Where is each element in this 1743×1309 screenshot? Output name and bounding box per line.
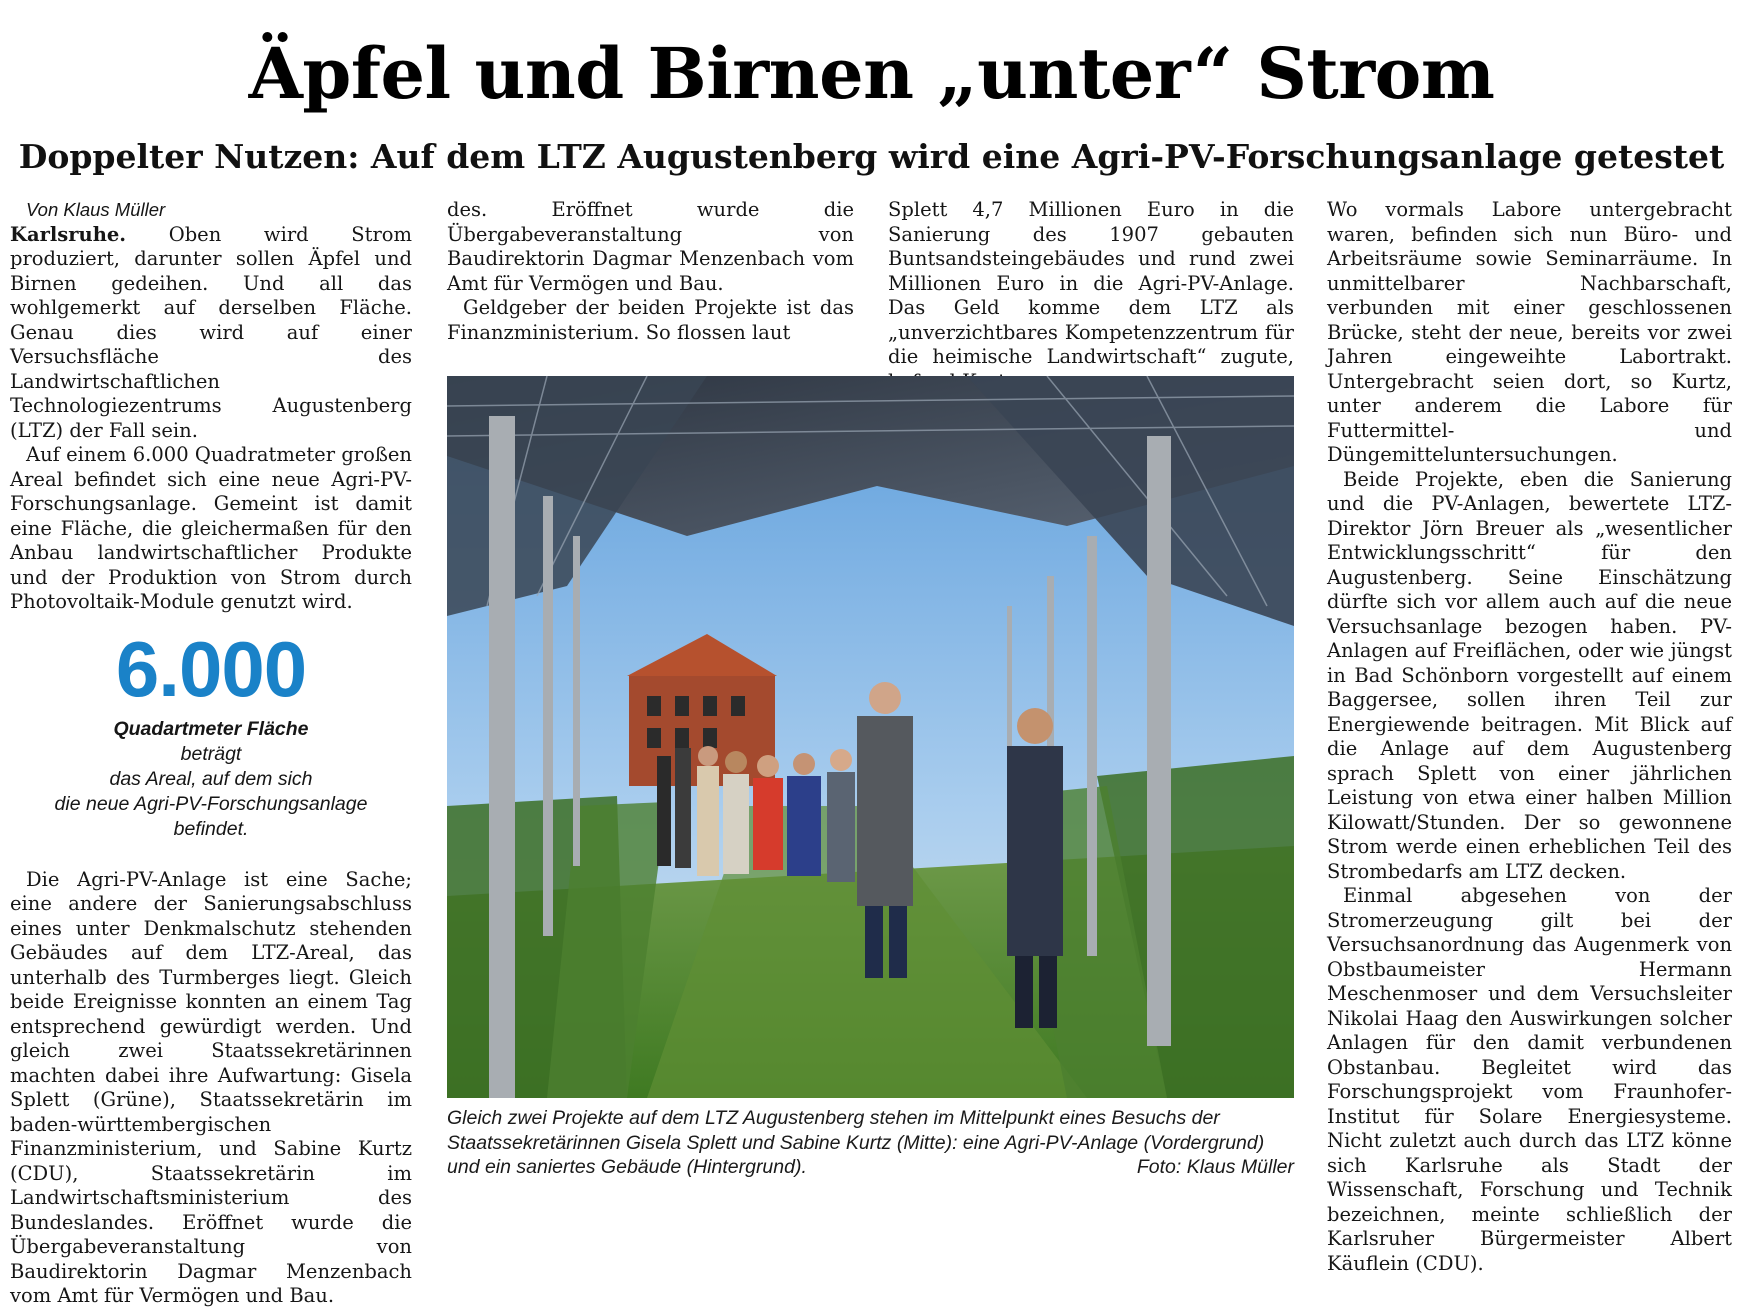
article-photo bbox=[447, 376, 1294, 1098]
paragraph-4-continued: Wo vormals Labore untergebracht waren, befinden sich nun Büro- und Arbeitsräume sowie Seminarräume. In unmittelbarer Nachbarschaft, verbunden mit einer geschlossenen Brücke, steht der neue, bereits vor zwei Jahren eingeweihte Labortrakt. Untergebracht seien dort, so Kurtz, unter anderem die Labore für Futtermittel- und Düngemitteluntersuchungen. bbox=[1327, 198, 1732, 466]
paragraph-6: Einmal abgesehen von der Stromerzeugung gilt bei der Versuchsanordnung das Augenmerk von Obstbaumeister Hermann Meschenmoser und dem Versuchsleiter Nikolai Haag den Auswirkungen solcher Anlagen für den damit verbundenen Obstanbau. Begleitet wird das Forschungsprojekt vom Fraunhofer-Institut für Solare Energiesysteme. Nicht zuletzt auch durch das LTZ könne sich Karlsruhe als Stadt der Wissenschaft, Forschung und Technik bezeichnen, meinte schließlich der Karlsruher Bürgermeister Albert Käuflein (CDU). bbox=[1327, 884, 1732, 1275]
photo-caption bbox=[447, 1106, 1294, 1180]
agri-pv-photo-illustration bbox=[447, 376, 1294, 1098]
article-column-3 bbox=[888, 198, 1294, 394]
paragraph-4-continued: Splett 4,7 Millionen Euro in die Sanierung des 1907 gebauten Buntsandsteingebäudes und rund zwei Millionen Euro in die Agri-PV-Anlage. Das Geld komme dem LTZ als „unverzichtbares Kompetenzzentrum für die heimische Landwirtschaft“ zugute, bbox=[888, 198, 1294, 368]
paragraph-3: Die Agri-PV-Anlage ist eine Sache; eine andere der Sanierungsabschluss eines unter Denkmalschutz stehenden Gebäudes auf dem LTZ-Areal, das unterhalb des Turmberges liegt. Gleich beide Ereignisse konnten an einem Tag entsprechend gewürdigt werden. Und gleich zwei Staatssekretärinnen machten dabei ihre Aufwartung: Gisela Splett (Grüne), Staatssekretärin im baden-württembergischen Finanzministerium, und Sabine Kurtz (CDU), Staatssekretärin im Landwirtschaftsministerium des Bundeslandes. Eröffnet wurde die Übergabeveranstaltung von Baudirektorin Dagmar Menzenbach vom Amt für Vermögen und Bau. bbox=[10, 867, 412, 1307]
photo-credit: Foto: Klaus Müller bbox=[1136, 1156, 1294, 1178]
byline: Von Klaus Müller bbox=[26, 199, 166, 220]
paragraph-5: Beide Projekte, eben die Sanierung und die PV-Anlagen, bewertete LTZ-Direktor Jörn Breuer als „wesentlicher Entwicklungsschritt“ für den Augustenberg. Seine Einschätzung dürfte sich vor allem auch auf die neue Versuchsanlage bezogen haben. PV-Anlagen auf Freiflächen, oder wie jüngst in Bad Schönborn vorgestellt auf einem Baggersee, sollen ihren Teil zur Energiewende beitragen. Mit Blick auf die Anlage auf dem Augustenberg sprach Splett von einer jährlichen Leistung von etwa einer halben Million Kilowatt/Stunden. Der so gewonnene Strom werde einen erheblichen Teil des Strombedarfs am LTZ decken. bbox=[1327, 467, 1732, 883]
factbox-description-line: befindet. bbox=[173, 817, 249, 840]
lead-paragraph bbox=[10, 223, 412, 444]
paragraph-2: Auf einem 6.000 Quadratmeter großen Areal befindet sich eine neue Agri-PV-Forschungsanlage. Gemeint ist damit eine Fläche, die gleichermaßen für den Anbau landwirtschaftlicher Produkte und der Produktion von Strom durch Photovoltaik-Module genutzt wird. bbox=[10, 443, 412, 613]
photo-caption-text: Gleich zwei Projekte auf dem LTZ Augustenberg stehen im Mittelpunkt eines Besuchs der Staatssekretärinnen Gisela Splett und Sabine Kurtz (Mitte): eine Agri-PV-Anlage (Vordergrund) und ein saniertes Gebäude (Hintergrund). bbox=[447, 1107, 1265, 1178]
factbox-description-line: das Areal, auf dem sich bbox=[109, 767, 313, 790]
article-column-4 bbox=[1327, 198, 1732, 1276]
paragraph-3-continued: des. Eröffnet wurde die Übergabeveranstaltung von Baudirektorin Dagmar Menzenbach vom Amt für Vermögen und Bau. bbox=[447, 198, 854, 295]
factbox-number: 6.000 bbox=[115, 624, 307, 713]
headline: Äpfel und Birnen „unter“ Strom bbox=[248, 32, 1495, 115]
subheadline: Doppelter Nutzen: Auf dem LTZ Augustenberg wird eine Agri-PV-Forschungsanlage getestet bbox=[18, 137, 1725, 176]
factbox-description-line: beträgt bbox=[180, 742, 242, 765]
factbox-description-line: die neue Agri-PV-Forschungsanlage bbox=[54, 792, 368, 815]
lead-text: Oben wird Strom produziert, darunter sollen Äpfel und Birnen gedeihen. Und all das wohlgemerkt auf derselben Fläche. Genau dies wird auf einer Versuchsfläche des Landwirtschaftlichen Technologiezentrums Augustenberg (LTZ) der Fall sein. bbox=[10, 222, 412, 442]
factbox-unit: Quadartmeter Fläche bbox=[113, 717, 309, 740]
dateline: Karlsruhe. bbox=[10, 222, 127, 246]
article-column-2 bbox=[447, 198, 854, 345]
paragraph-4: Geldgeber der beiden Projekte ist das Finanzministerium. So flossen laut bbox=[447, 296, 854, 344]
factbox bbox=[10, 624, 412, 842]
article-column-1 bbox=[10, 198, 412, 1309]
